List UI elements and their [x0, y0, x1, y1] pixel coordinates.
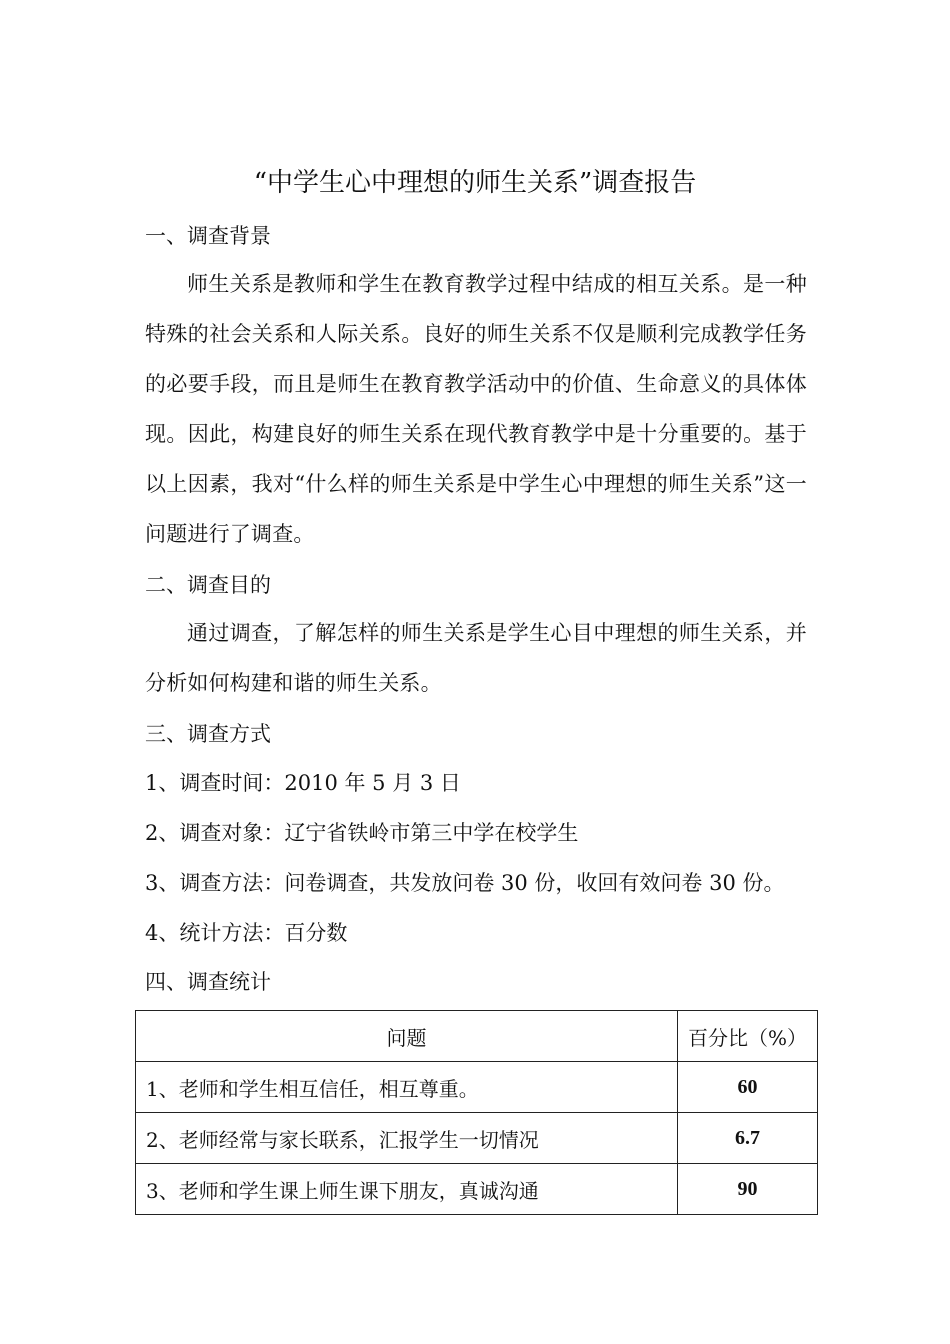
table-header-row	[136, 1011, 818, 1062]
row-percent: 6.7	[677, 1113, 817, 1164]
table-row	[136, 1113, 818, 1164]
paragraph-background: 师生关系是教师和学生在教育教学过程中结成的相互关系。是一种特殊的社会关系和人际关系。良好的师生关系不仅是顺利完成教学任务的必要手段，而且是师生在教育教学活动中的价值、生命意义的具体体现。因此，构建良好的师生关系在现代教育教学中是十分重要的。基于以上因素，我对“什么样的师生关系是中学生心中理想的师生关系”这一问题进行了调查。	[145, 272, 807, 546]
method-item: 1、调查时间：2010 年 5 月 3 日	[145, 771, 461, 795]
method-item: 4、统计方法：百分数	[145, 921, 348, 945]
method-item: 2、调查对象：辽宁省铁岭市第三中学在校学生	[145, 821, 579, 845]
row-question: 2、老师经常与家长联系，汇报学生一切情况	[136, 1113, 678, 1164]
section-heading-purpose: 二、调查目的	[145, 573, 271, 597]
section-heading-method: 三、调查方式	[145, 722, 271, 746]
row-percent: 90	[677, 1164, 817, 1215]
row-question: 1、老师和学生相互信任，相互尊重。	[136, 1062, 678, 1113]
survey-table	[135, 1010, 818, 1215]
paragraph-purpose: 通过调查，了解怎样的师生关系是学生心目中理想的师生关系，并分析如何构建和谐的师生关系。	[145, 621, 807, 695]
row-question: 3、老师和学生课上师生课下朋友，真诚沟通	[136, 1164, 678, 1215]
section-heading-stats: 四、调查统计	[145, 970, 271, 994]
section-heading-background: 一、调查背景	[145, 224, 271, 248]
row-percent: 60	[677, 1062, 817, 1113]
table-row	[136, 1164, 818, 1215]
header-question: 问题	[136, 1011, 678, 1062]
header-percent: 百分比（%）	[677, 1011, 817, 1062]
table-row	[136, 1062, 818, 1113]
document-title: “中学生心中理想的师生关系”调查报告	[253, 168, 697, 198]
method-item: 3、调查方法：问卷调查，共发放问卷 30 份，收回有效问卷 30 份。	[145, 871, 785, 895]
